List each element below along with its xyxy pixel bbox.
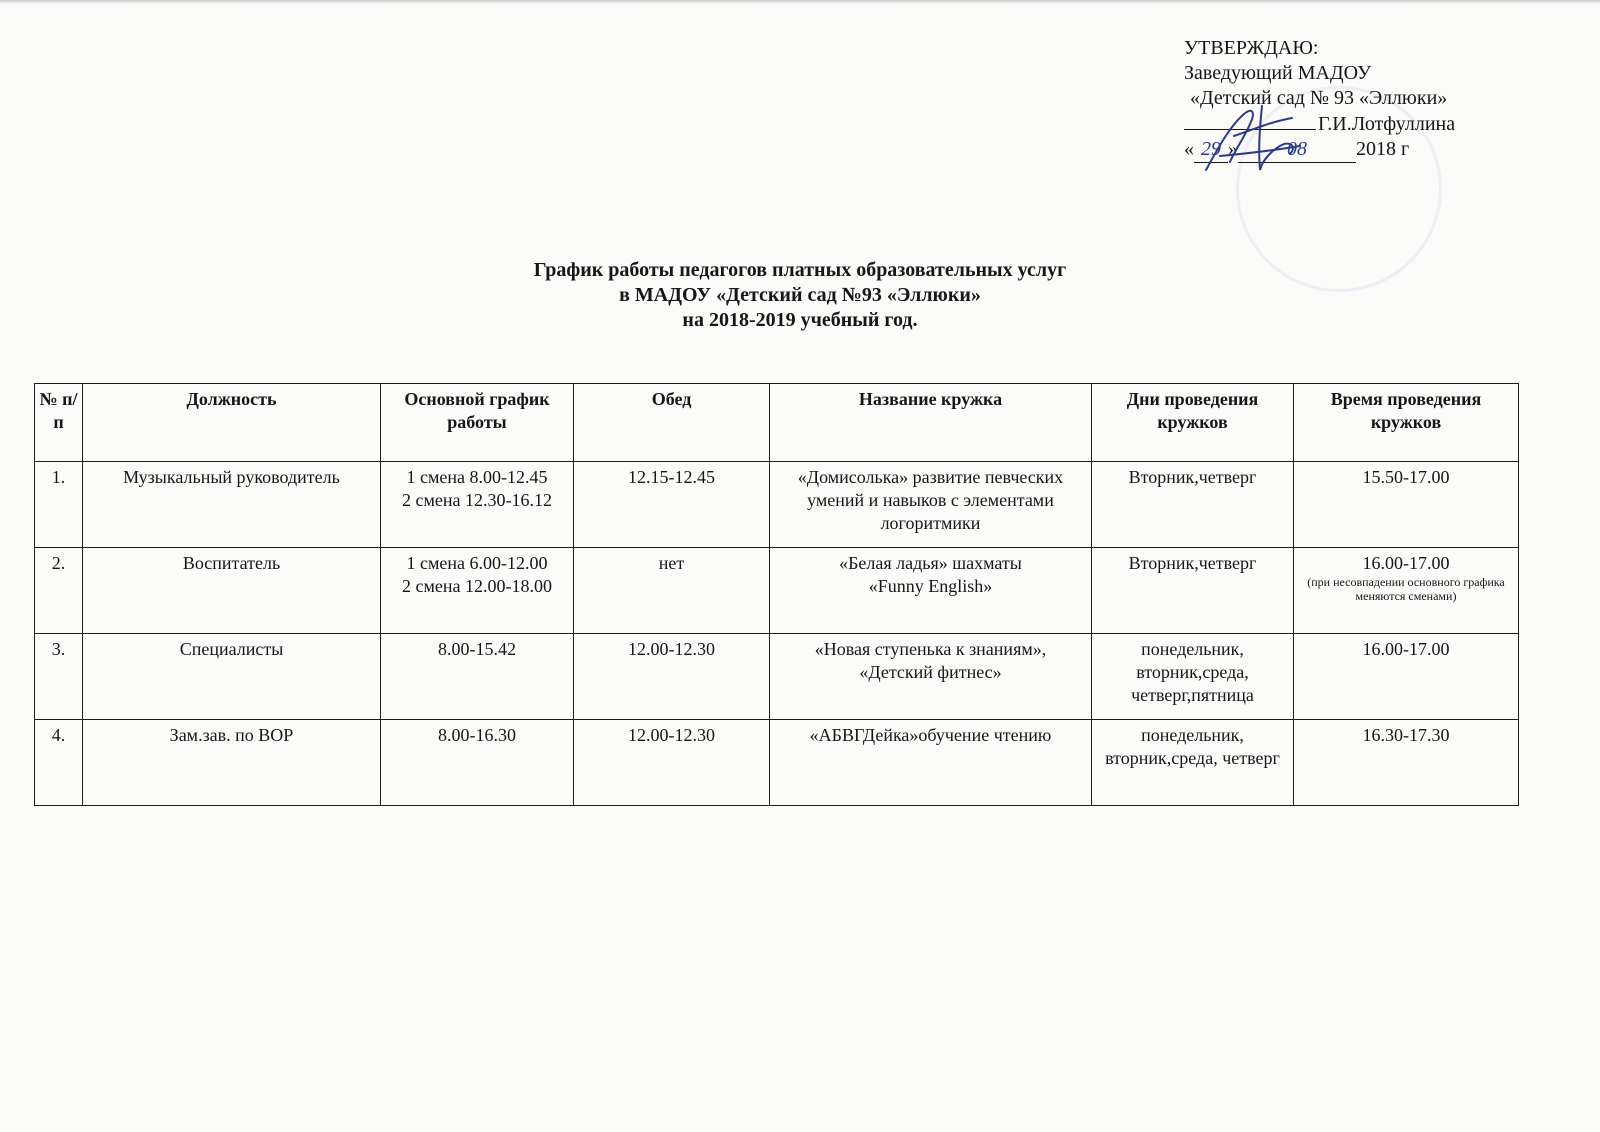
cell-schedule [381, 720, 574, 806]
cell-time [1294, 634, 1519, 720]
approval-signatory: Г.И.Лотфуллина [1318, 113, 1456, 135]
time-value: 15.50-17.00 [1362, 467, 1450, 487]
cell-position: Специалисты [83, 634, 381, 720]
cell-club [770, 634, 1092, 720]
time-note: (при несовпадении основного графика меняются сменами) [1307, 575, 1505, 603]
header-number: № п/п [35, 384, 83, 462]
cell-lunch: 12.00-12.30 [574, 634, 770, 720]
handwritten-signature [1200, 96, 1310, 178]
club-line: «Funny English» [868, 576, 993, 596]
schedule-line: 2 смена 12.00-18.00 [402, 576, 552, 596]
table-header-row [35, 384, 1519, 462]
cell-position: Зам.зав. по ВОР [83, 720, 381, 806]
time-value: 16.30-17.30 [1362, 725, 1450, 745]
title-line-3: на 2018-2019 учебный год. [682, 309, 918, 331]
header-position: Должность [83, 384, 381, 462]
date-close-quote: » [1228, 138, 1238, 160]
cell-schedule [381, 634, 574, 720]
approval-organization: «Детский сад № 93 «Эллюки» [1190, 87, 1448, 109]
table-row [35, 462, 1519, 548]
cell-number: 1. [35, 462, 83, 548]
header-schedule: Основной график работы [381, 384, 574, 462]
cell-time [1294, 548, 1519, 634]
club-line: «Новая ступенька к знаниям», [814, 639, 1047, 659]
date-year: 2018 г [1356, 138, 1410, 160]
approval-heading: УТВЕРЖДАЮ: [1184, 37, 1319, 59]
cell-club [770, 720, 1092, 806]
schedule-line: 8.00-16.30 [438, 725, 516, 745]
club-line: «Белая ладья» шахматы [839, 553, 1022, 573]
cell-number: 3. [35, 634, 83, 720]
title-line-2: в МАДОУ «Детский сад №93 «Эллюки» [619, 284, 981, 306]
cell-days: Вторник,четверг [1092, 462, 1294, 548]
schedule-line: 2 смена 12.30-16.12 [402, 490, 552, 510]
club-line: «АБВГДейка»обучение чтению [809, 725, 1052, 745]
date-open-quote: « [1184, 138, 1194, 160]
cell-days: Вторник,четверг [1092, 548, 1294, 634]
club-line: «Домисолька» развитие певческих умений и навыков с элементами логоритмики [797, 467, 1064, 533]
cell-time [1294, 462, 1519, 548]
cell-lunch: нет [574, 548, 770, 634]
cell-club [770, 462, 1092, 548]
club-line: «Детский фитнес» [859, 662, 1002, 682]
title-line-1: График работы педагогов платных образовательных услуг [533, 259, 1067, 281]
schedule-line: 1 смена 6.00-12.00 [406, 553, 548, 573]
header-days: Дни проведения кружков [1092, 384, 1294, 462]
schedule-table [34, 383, 1519, 806]
cell-number: 2. [35, 548, 83, 634]
schedule-line: 8.00-15.42 [438, 639, 516, 659]
header-club: Название кружка [770, 384, 1092, 462]
date-day: 29 [1194, 137, 1228, 163]
header-lunch: Обед [574, 384, 770, 462]
cell-lunch: 12.00-12.30 [574, 720, 770, 806]
table-row [35, 548, 1519, 634]
cell-days: понедельник, вторник,среда, четверг,пятница [1092, 634, 1294, 720]
header-time: Время проведения кружков [1294, 384, 1519, 462]
cell-club [770, 548, 1092, 634]
cell-schedule [381, 548, 574, 634]
time-value: 16.00-17.00 [1362, 553, 1450, 573]
cell-position: Музыкальный руководитель [83, 462, 381, 548]
date-month: 08 [1238, 137, 1356, 163]
cell-schedule [381, 462, 574, 548]
cell-time [1294, 720, 1519, 806]
time-value: 16.00-17.00 [1362, 639, 1450, 659]
cell-number: 4. [35, 720, 83, 806]
table-row [35, 720, 1519, 806]
cell-days: понедельник, вторник,среда, четверг [1092, 720, 1294, 806]
scan-edge [0, 0, 1600, 4]
cell-position: Воспитатель [83, 548, 381, 634]
cell-lunch: 12.15-12.45 [574, 462, 770, 548]
document-title [300, 258, 1300, 333]
schedule-line: 1 смена 8.00-12.45 [406, 467, 548, 487]
approval-position: Заведующий МАДОУ [1184, 62, 1372, 84]
table-row [35, 634, 1519, 720]
